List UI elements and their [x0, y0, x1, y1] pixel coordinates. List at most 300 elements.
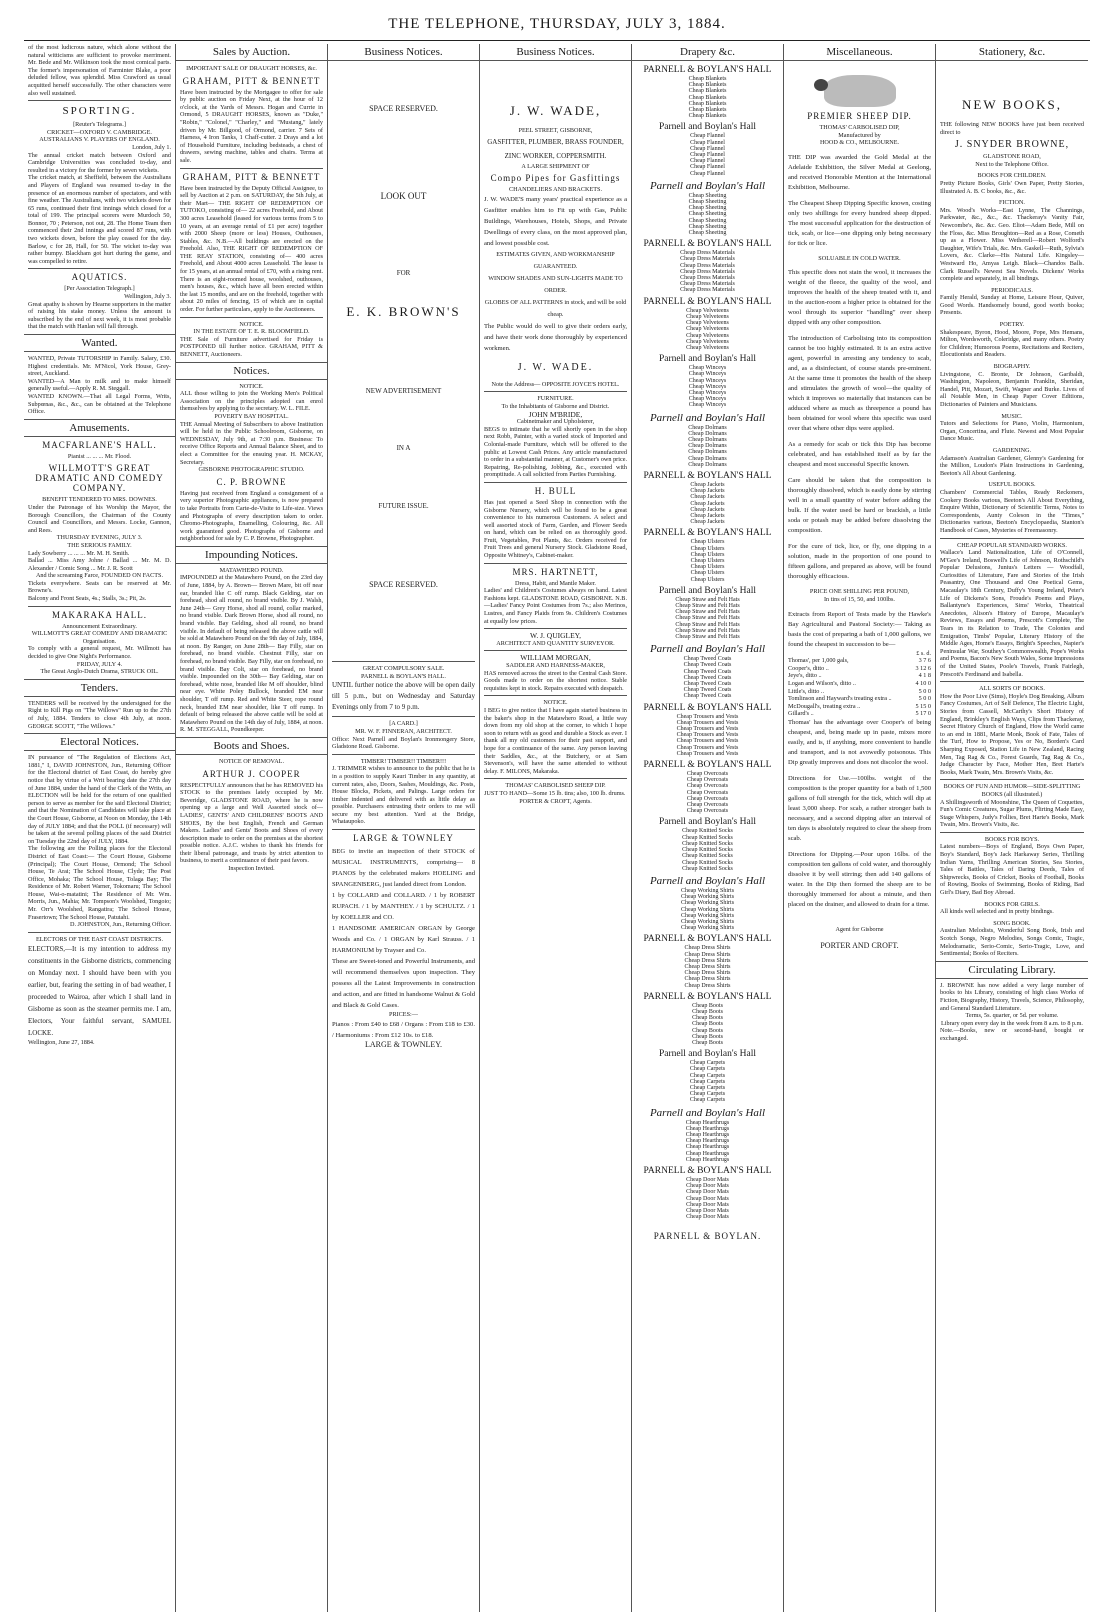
divider [940, 681, 1084, 682]
cheap-item: Cheap Tweed Coats [683, 693, 732, 700]
cheap-item: Cheap Jackets [690, 506, 725, 513]
boys-para: Latest numbers—Boys of England, Boys Own Paper, Boy's Standard, Boy's Jack Harkaway Series, Thrilling Indian Yarns, Thrilling American Stories, Sea Stories, Tales of Battles, Tales of Daring Deeds, Tales of Shipwrecks, Books of Cricket, Books of Football, Books of Rowing, Books of Swimming, Books of Riding, Bad Girl's Diary, Bad Boy Abroad. [940, 843, 1084, 897]
fun-title: BOOKS OF FUN AND HUMOR—SIDE-SPLITTING BOOKS (all illustrated.) [943, 783, 1081, 798]
cheap-item: Cheap Dress Materials [680, 268, 735, 275]
photographer-name: C. P. BROWNE [216, 476, 287, 487]
bull-para: Has just opened a Seed Shop in connection with the Gisborne Nursery, which will be found to be a great convenience to his numerous Customers. A select and well assorted stock of Farm, Garden, and Flower Seeds on hand, which can be relied on as thoroughly good. Fruit, Vegetables, Pot Plants, &c. Orders received for Fruit Trees and general Nursery Stock. Gladstone Road, Opposite Whitney's, Cabinet-maker. [484, 498, 627, 560]
column-6 [784, 44, 936, 1612]
all-sorts-title: ALL SORTS OF BOOKS. [979, 685, 1045, 693]
comply-para: To comply with a general request, Mr. Willmott has decided to give One Night's Performance. [28, 645, 171, 661]
misc-para-4: The introduction of Carbolising into its composition cannot be too highly estimated. It is an extra active agent, powerful in arresting any tendency to scab, and, as a disinfectant, of course stands pre-eminent. At the same time it promotes the health of the sheep and stimulates the growth of wool—the quality of which it improves so materially that instances can be adduced where as much as threepence a pound has been obtained for wool where this specific was used over that where other dips were applied. [788, 335, 931, 433]
large-townley-title: LARGE & TOWNLEY [353, 833, 454, 844]
cheap-item: Cheap Overcoats [686, 802, 729, 809]
cheap-item: Cheap Straw and Felt Hats [675, 596, 740, 603]
cheap-item: Cheap Ulsters [690, 576, 725, 583]
table-row [788, 672, 931, 680]
hall-heading: PARNELL & BOYLAN'S HALL [643, 65, 772, 75]
hall-heading: Parnell and Boylan's Hall [649, 411, 766, 424]
cheap-item: Cheap Velveteens [686, 313, 729, 320]
cheap-item: Cheap Sheeting [688, 217, 727, 224]
music-title: MUSIC. [1001, 412, 1023, 420]
wanted-ad-1: WANTED, Private TUTORSHIP in Family. Salary, £30. Highest credentials. Mr. M'Nicol, York House, Grey-street, Auckland. [28, 355, 171, 378]
furniture-title: FURNITURE. [537, 395, 574, 403]
notice-title: NOTICE. [239, 320, 264, 328]
cheap-item: Cheap Door Mats [686, 1189, 729, 1196]
cheap-item: Cheap Boots [692, 1039, 723, 1046]
periodicals-para: Family Herald, Sunday at Home, Leisure Hour, Quiver, Good Words. Handsomely bound, good worth books; Presents. [940, 294, 1084, 317]
ekbrown-name: E. K. BROWN'S [346, 303, 461, 319]
cheap-item: Cheap Knitted Socks [682, 847, 733, 854]
cheap-item: Cheap Ulsters [690, 539, 725, 546]
morgan-trade: SADDLER AND HARNESS-MAKER, [506, 662, 605, 669]
large-townley-footer: LARGE & TOWNLEY. [364, 1039, 443, 1049]
divider [940, 538, 1084, 539]
sheep-illustration [824, 75, 896, 107]
song-para: Australian Melodists, Wonderful Song Book, Irish and Scotch Songs, Negro Melodies, Songs Comic, Tragic, Melodramatic, Serio-Comic, Serio-Tragic, Love, and Sentimental; Books of Reciters. [940, 927, 1084, 958]
cheap-item: Cheap Carpets [689, 1091, 726, 1098]
cheap-item: Cheap Trousers and Vests [676, 719, 739, 726]
cheap-item: Cheap Knitted Socks [682, 840, 733, 847]
boots-para: RESPECTFULLY announces that he has REMOVED his STOCK to the premises lately occupied by Mr. Beveridge, GLADSTONE ROAD, where he is now opening up a large and Well Assorted stock of— LADIES', GENTS' AND CHILDRENS' BOOTS AND SHOES, By the best English, French and German Makers. Ladies' and Gents' Boots and Shoes of every description made to order on the premises at the shortest possible notice. A.J.C. wishes to thank his friends for their liberal patronage, and trusts by strict attention to business, to merit a continuance of their past favors. [180, 781, 323, 865]
cricket-title: CRICKET—OXFORD V. CAMBRIDGE. [47, 128, 152, 136]
price-line: PRICE ONE SHILLING PER POUND, [809, 588, 910, 596]
dip-name: Logan and Wilson's, ditto .. [788, 679, 856, 687]
electoral-para-2: The following are the Polling places for the Electoral District of East Coast:— The Court House, Gisborne (Principal); The Court House, Ormond; The School House, Te Arai; The School House, Clyde; The Post Office, Mohaka; The School House, Tolaga Bay; The Residence of Mr. Robert Warner, Tokomaru; The School House, Wai-o-matatini; The Residence of Mr. Wm. Morris, Jun., Mahia; Mr. Tompson's Woolshed, Tongoio; Mr. Orr's Woolshed, Rangatira; The School House, Frasertown; The School House, Patutahi. [28, 845, 171, 921]
aquatics-heading: AQUATICS. [71, 272, 128, 283]
cast-line: Lady Sowberry ... ... ... Mr. M. H. Smith. [28, 549, 130, 557]
future-issue-line: FUTURE ISSUE. [378, 501, 429, 510]
card-line: [A CARD.] [389, 720, 418, 728]
misc-para-7: For the cure of tick, lice, or fly, one dipping in a solution, made in the proportion of one pound to fifteen gallons, and prepared as above, will be found thoroughly efficacious. [788, 543, 931, 581]
cheap-item: Cheap Blankets [688, 113, 727, 120]
impounding-heading: Impounding Notices. [176, 546, 327, 564]
soluble-line: SOLUABLE IN COLD WATER. [818, 254, 901, 262]
impound-para: IMPOUNDED at the Matawhero Pound, on the 23rd day of June, 1884, by A. Brown— Brown Mare, bit off near ear, branded like C off rump. Black Gelding, star on forehead, shod all round, no brand visible. By J. Walsh, June 24th— Grey Horse, shod all round, collar marked, no brand visible. Dark Brown Horse, shod all round, no brand visible. Bay Gelding, shod all round, no brand visible. In default of being released the above cattle will be sold at Matawhero Pound on the 9th day of July, 1884, at noon. By Ranger, on June 28th— Bay Filly, star on forehead, no brand visible. Chestnut Filly, star on forehead, no brand visible. Bay Filly, star on forehead, no brand visible. Bay Colt, star on forehead, no brand visible. Impounded on the 30th— Bay Gelding, star on forehead, white nose, branded like M off shoulder, blind near eye. White Poley Bullock, branded EM near shoulder, T off rump. Red and White Steer, rope round neck, branded EM near shoulder, like T off rump. In default of being released the above cattle will be sold at Matawhero Pound on the 14th day of July, 1884, at noon. R. M. STEGGALL, Poundkeeper. [180, 574, 323, 734]
table-row [788, 680, 931, 688]
sale-para: UNTIL further notice the above will be open daily till 5 p.m., but on Wednesday and Saturday Evenings only from 7 to 9 p.m. [332, 681, 475, 712]
useful-title: USEFUL BOOKS. [988, 481, 1036, 489]
cheap-item: Cheap Ulsters [690, 564, 725, 571]
fun-para: A Shillingsworth of Moonshine, The Queen of Coquettes, Fun's Comic Creatures, Sugar Plums, Flirting Made Easy, Stage Whispers, Judy's Follies, Bret Harte's Books, Mark Twain, Mrs. Brown's Visits, &c. [940, 798, 1084, 829]
misc-heading: Miscellaneous. [784, 44, 935, 61]
cheap-item: Cheap Velveteens [686, 338, 729, 345]
space-reserved-1: SPACE RESERVED. [369, 104, 438, 113]
cheap-item: Cheap Sheeting [688, 205, 727, 212]
studio-title: GISBORNE PHOTOGRAPHIC STUDIO. [198, 466, 305, 474]
cheap-item: Cheap Hearthrugs [685, 1138, 730, 1145]
prices-line: Balcony and Front Seats, 4s.; Stalls, 3s.; Pit, 2s. [28, 595, 147, 603]
quigley-name: W. J. QUIGLEY, [529, 631, 582, 641]
cheap-item: Cheap Knitted Socks [682, 834, 733, 841]
cheap-item: Cheap Overcoats [686, 777, 729, 784]
cheap-item: Cheap Hearthrugs [685, 1132, 730, 1138]
cheap-item: Cheap Sheeting [688, 192, 727, 199]
window-shades-line: WINDOW SHADES AND SUN-LIGHTS MADE TO ORDER. [488, 274, 623, 294]
cheap-item: Cheap Dress Materials [680, 275, 735, 282]
dip-name: Tomlinson and Hayward's treating extra .. [788, 695, 892, 703]
cheap-item: Cheap Trousers and Vests [676, 713, 739, 720]
cheap-item: Cheap Boots [692, 1027, 723, 1034]
cheap-item: Cheap Flannel [690, 164, 725, 171]
estate-title: IN THE ESTATE OF T. E. R. BLOOMFIELD. [193, 328, 310, 336]
cheap-item: Cheap Working Shirts [680, 912, 735, 919]
dip-cost: 5 0 0 [918, 687, 931, 695]
hartnett-para: Ladies' and Children's Costumes always on hand. Latest Fashions kept. GLADSTONE ROAD, GISBORNE. N.B.—Ladies' Fancy Point Costumes from 7s.; also Merinos, Lustres, and Fancy Plaids from 9s. Children's Costumes at equally low prices. [484, 587, 627, 625]
gardening-para: Adamson's Australian Gardener, Glenny's Gardening for the Million, Loudon's Plain Instructions in Gardening, Beeton's All About Gardening. [940, 454, 1084, 477]
gladstone-line: GLADSTONE ROAD, [983, 153, 1041, 161]
cheap-item: Cheap Tweed Coats [683, 668, 732, 675]
misc-para-11: Directions for Dipping.—Pour upon 16lbs. of the composition ten gallons of cold water, and thoroughly dissolve it by well stirring; then add 140 gallons of water. In the Dip then formed the sheep are to be thoroughly immersed for about a minute, and then placed on the drainer, and allowed to drain for a time. [788, 850, 931, 908]
amusements-heading: Amusements. [24, 419, 175, 437]
hood-line: HOOD & CO., MELBOURNE. [819, 139, 900, 147]
cheap-item: Cheap Blankets [688, 107, 727, 114]
cheap-item: Cheap Tweed Coats [683, 662, 732, 669]
cheap-item: Cheap Flannel [690, 133, 725, 140]
cheap-item: Cheap Sheeting [688, 199, 727, 206]
cheap-item: Cheap Velveteens [686, 344, 729, 351]
finneran-title: MR. W. F. FINNERAN, ARCHITECT. [355, 727, 452, 735]
cheap-item: Cheap Door Mats [686, 1214, 729, 1221]
divider [484, 778, 627, 779]
estate-para: THE Sale of Furniture advertised for Friday is POSTPONED till further notice. GRAHAM, PITT & BENNETT, Auctioneers. [180, 335, 323, 358]
removal-title: NOTICE OF REMOVAL. [218, 757, 285, 765]
notices-heading: Notices. [176, 362, 327, 380]
peel-street: PEEL STREET, GISBORNE, [518, 127, 593, 134]
auctioneer-name: GRAHAM, PITT & BENNETT [182, 75, 321, 86]
column-2 [176, 44, 328, 1612]
column-4 [480, 44, 632, 1612]
divider [332, 661, 475, 662]
circulating-heading: Circulating Library. [936, 961, 1088, 979]
cheap-item: Cheap Boots [692, 1021, 723, 1028]
divider [332, 829, 475, 830]
prices-title: PRICES:— [389, 1011, 418, 1019]
letter-date: Wellington, June 27, 1884. [28, 1039, 95, 1047]
cheap-works-para: Wallace's Land Nationalization, Life of O'Connell, M'Gee's Ireland, Boswell's Life of Johnson, Rothschild's Popular Delusions, Junius's Letters — Woodfall, Curiosities of Literature, Fare and Stories of the Irish Peasantry, One Thousand and One Poetical Gems, Macaulay's 18th Century, Duffy's Young Ireland, Peter's Life of Dickens's Sons, Froude's Poems and Plays, Ballantyne's Experiences, Sims' Works, Theatrical Anecdotes, Alison's History of Europe, Macaulay's Reviews, Essays and Poems, Prescott's Complete, The Tears in its Relation to Trade, The Colonies and Emigration, Timbs' Popular, Literary History of the Middle Ages, Home's Essays, Bright's Speeches, Napier's Peninsular War, Southey's Commonwealth, Pope's Works and Poems, Bacon's New South Wales, Some Impressions of the United States, Poole's Travels, Frank Fairlegh, Prescott's Ferdinand and Isabella. [940, 549, 1084, 678]
cheap-item: Cheap Blankets [688, 100, 727, 107]
cheap-item: Cheap Door Mats [686, 1183, 729, 1190]
received-line: THE following NEW BOOKS have just been received direct to [940, 121, 1084, 136]
open-line: Library open every day in the week from 8 a.m. to 8 p.m. [941, 1019, 1083, 1027]
cheap-item: Cheap Straw and Felt Hats [675, 609, 740, 616]
cheap-item: Cheap Velveteens [686, 326, 729, 333]
cheap-item: Cheap Working Shirts [680, 887, 735, 894]
sales-heading: Sales by Auction. [176, 44, 327, 61]
shipment-line: A LARGE SHIPMENT OF [521, 162, 590, 170]
dip-name: Cooper's, ditto .. [788, 664, 829, 672]
divider [484, 695, 627, 696]
dip-name: Little's, ditto .. [788, 687, 825, 695]
cheap-item: Cheap Ulsters [690, 545, 725, 552]
cheap-item: Cheap Dress Materials [680, 256, 735, 263]
cheap-item: Cheap Trousers and Vests [676, 738, 739, 745]
divider [332, 716, 475, 717]
hall-heading: PARNELL & BOYLAN'S HALL [643, 760, 772, 771]
table-row [788, 657, 931, 665]
dateline-wellington: Wellington, July 3. [124, 293, 171, 301]
cheap-item: Cheap Carpets [689, 1097, 726, 1104]
girls-para: All kinds well selected and in pretty bindings. [940, 908, 1054, 916]
tins-line: In tins of 15, 50, and 100lbs. [824, 595, 895, 603]
cheap-item: Cheap Dolmans [688, 424, 727, 431]
boots-heading: Boots and Shoes. [176, 737, 327, 755]
masthead-rule [24, 40, 1090, 41]
cheap-item: Cheap Dress Shirts [684, 982, 731, 989]
timber-para: J. TRIMMER wishes to announce to the public that he is in a position to supply Kauri Timber in any quantity, at current rates, also, Doors, Sashes, Mouldings, &c. Posts, House Blocks, Pickets, and Palings. Large orders for timber indented and delivered with as little delay as possible. Purchasers entrusting their orders to me will secure my best attention. Yard at the Bridge, Whataupoko. [332, 765, 475, 826]
dip-name: Gillard's .. [788, 710, 814, 718]
library-para: J. BROWNE has now added a very large number of books to his Library, consisting of high class Works of Fiction, Biography, History, Travels, Science, Philosophy, and General Standard Literature. [940, 981, 1084, 1012]
hall-heading: Parnell and Boylan's Hall [659, 585, 756, 596]
divider [940, 832, 1084, 833]
wanted-heading: Wanted. [24, 334, 175, 352]
compo-pipes: Compo Pipes for Gasfittings [490, 173, 621, 184]
in-a-line: IN A [396, 444, 411, 453]
misc-para-3: This specific does not stain the wool, it increases the weight of the fleece, the quality of the wool, and improves the health of the sheep treated with it, and in the auction-room a higher price is obtained for the wool through its superior "handling" over sheep dipped with any other composition. [788, 269, 931, 327]
music-para: Tutors and Selections for Piano, Violin, Harmonium, Organ, Concertina, and Flute. Newest and Most Popular Dance Music. [940, 420, 1084, 443]
notice-para-1: ALL those willing to join the Working Men's Political Association on the principles adopted can enrol themselves by applying to the secretary. W. L. FILE. [180, 390, 323, 413]
cheap-item: Cheap Straw and Felt Hats [675, 634, 740, 641]
cheap-item: Cheap Dress Shirts [684, 951, 731, 958]
morgan-name: WILLIAM MORGAN, [520, 653, 591, 663]
willmott-2: WILLMOTT'S GREAT COMEDY AND DRAMATIC Organisation. [31, 630, 168, 645]
mbride-para: BEGS to intimate that he will shortly open in the shop next Robb, Painter, with a varied stock of Imported and Colonial-made Furniture, which will be offered to the public at Lowest Cash Prices. Any article manufactured to order in a substantial manner, at Customer's own price. Repairing, Re-polishing, Jobbing, &c., executed with promptitude. A call solicited from Parties Furnishing. [484, 425, 627, 479]
cheap-item: Cheap Hearthrugs [685, 1156, 730, 1163]
cheap-item: Cheap Working Shirts [680, 894, 735, 901]
sale-title: IMPORTANT SALE OF DRAUGHT HORSES, &c. [186, 65, 317, 72]
cheap-item: Cheap Trousers and Vests [676, 726, 739, 733]
tickets-line: Tickets everywhere. Seats can be reserved at Mr. Browne's. [28, 579, 171, 595]
divider [484, 563, 627, 564]
instruments-para-2: These are Sweet-toned and Powerful Instruments, and will recommend themselves upon inspection. They possess all the Latest Improvements in construction and action, and are fitted in handsome Walnut & Gold and Black & Gold Cases. [332, 958, 475, 1010]
new-ad-line: NEW ADVERTISEMENT [365, 386, 442, 395]
drapery-heading: Drapery &c. [632, 44, 783, 61]
hall-heading: PARNELL & BOYLAN'S HALL [643, 528, 772, 539]
dip-name: McDougall's, treating extra .. [788, 702, 861, 710]
wanted-ad-3: WANTED KNOWN.—That all Legal Forms, Writs, Subpœnas, &c., &c., can be obtained at the Telephone Office. [28, 392, 171, 416]
cheap-item: Cheap Boots [692, 1015, 723, 1022]
cheap-item: Cheap Tweed Coats [683, 687, 732, 694]
cheap-item: Cheap Carpets [689, 1060, 726, 1067]
useful-para: Chambers' Commercial Tables, Ready Reckoners, Cookery Books various, Beeton's All About Everything, Enquire Within, Dictionary of Scientific Terms, Notes to Correspondents, Aunty Coleson in the "Times," Dictionaries various, Beeton's Encyclopaedia, Stanton's Handbook of Cases, Mysteries of Freemasonry. [940, 488, 1084, 534]
all-sorts-para: How the Poor Live (Sims), Hoyle's Dog Breaking, Album Fancy Costumes, Art of Self Defence, The Electric Light, Stories from Cassell, McCarthy's Short History of England, Brinkley's English Ways, Clips from Thackeray, Secret History Church of England, How the World came to an end in 1881, Marie Monk, Book of Fate, Tales of the Turf, How to Propose, Yes or No, Borden's Card Sharping Exposed, Station Life in New Zealand, Racing Men, Tag Rag & Co., Forest Guards, Tag Rag & Co., Judge Character by Face, Mother Hen, Bret Harte's Books, Mark Twain, Mrs. Brown's Visits, &c. [940, 692, 1084, 776]
cheap-item: Cheap Dress Shirts [684, 957, 731, 964]
thomas-line: THOMAS' CARBOLISED DIP, [819, 124, 900, 131]
cheap-item: Cheap Straw and Felt Hats [675, 621, 740, 628]
chandeliers-line: CHANDELIERS AND BRACKETS. [509, 186, 602, 194]
electors-letter: ELECTORS,—It is my intention to address my constituents in the Gisborne districts, commencing on Monday next. I should have been with you earlier, but, fearing the setting in of bad weather, I proceeded to Wairoa, after which I shall land in Gisborne as soon as the steamer permits me. I am, Electors, Your faithful servant, SAMUEL LOCKE. [28, 945, 171, 1038]
terms-line: Terms, 5s. quarter, or 5d. per volume. [965, 1012, 1059, 1020]
pianist-line: Pianist ... ... ... Mr. Flood. [67, 452, 132, 460]
hall-heading: PARNELL & BOYLAN'S HALL [643, 991, 772, 1002]
cheap-item: Cheap Blankets [688, 82, 727, 89]
prices-list: Pianos : From £40 to £68 / Organs : From £18 to £30. / Harmoniums : From £12 10s. to £18. [332, 1020, 475, 1039]
misc-para-8: Extracts from Report of Tests made by the Hawke's Bay Agricultural and Pastoral Society:— Taking as basis the cost of preparing a bath of 1,000 gallons, we found the cheapest in succession to be— [788, 610, 931, 648]
page-columns [24, 44, 1090, 1612]
cheap-item: Cheap Tweed Coats [683, 674, 732, 681]
dip-cost: 4 1 8 [918, 672, 931, 680]
misc-para-10: Directions for Use.—100lbs. weight of the composition is the proper quantity for a bath of 1,500 gallons of full strength for the tick, which will dip at least 3,000 sheep. For scab, a rather stronger bath is necessary, and a second dipping after an interval of ten days is absolutely required to clear the sheep from scab. [788, 774, 931, 842]
cheap-item: Cheap Overcoats [686, 795, 729, 802]
sale-title: GREAT COMPULSORY SALE. [362, 665, 445, 673]
biography-para: Livingstone, C. Bronte, Dr Johnson, Garibaldi, Washington, Napoleon, Benjamin Franklin, Sheridan, Handel, Pitt, Mozart, Swift, Wagner and Burke. Lives of all Notable Men, in Cheap Paper Cover Editions, Dictionaries of Painters and Musicians. [940, 370, 1084, 408]
wade-para-1: J. W. WADE'S many years' practical experience as a Gasfitter enables him to Fit up with Gas, Public Buildings, Warehouses, Hotels, Shops, and Private Dwellings of every class, on the most approved plan, and lowest possible cost. [484, 195, 627, 247]
drama-line: The Great Anglo-Dutch Drama, STRUCK OIL. [40, 668, 159, 676]
electoral-heading: Electoral Notices. [24, 733, 175, 751]
cheap-item: Cheap Blankets [688, 88, 727, 95]
dip-name: Thomas', per 1,000 gals, [788, 657, 849, 665]
play-title: THE SERIOUS FAMILY. [67, 541, 132, 549]
morgan-para: HAS removed across the street to the Central Cash Store. Goods made to order on the shortest notice. Stable requisites kept in stock. Repairs executed with despatch. [484, 669, 627, 692]
aquatics-para: Great apathy is shown by Hearne supporters in the matter of raising his stake money. Unless the amount is subscribed by the end of next week, it is most probable that the match with Hanlan will fall through. [28, 300, 171, 331]
cheap-item: Cheap Tweed Coats [683, 656, 732, 663]
hall-heading: PARNELL & BOYLAN'S HALL [643, 1166, 772, 1177]
cheap-item: Cheap Velveteens [686, 332, 729, 339]
agent-line: Agent for Gisborne [835, 925, 884, 933]
cheap-item: Cheap Dress Materials [680, 250, 735, 257]
stationery-heading: Stationery, &c. [936, 44, 1088, 61]
cheap-item: Cheap Dress Shirts [684, 945, 731, 952]
snyder-name: J. SNYDER BROWNE, [954, 139, 1070, 151]
cheap-item: Cheap Sheeting [688, 230, 727, 237]
hall-heading: PARNELL & BOYLAN'S HALL [643, 239, 772, 250]
parnell-title: PARNELL & BOYLAN'S HALL. [361, 672, 446, 680]
patronage-para: Under the Patronage of his Worship the Mayor, the Borough Councillors, the Chairman of the County Council and Councillors, and Messrs. Locke, Gannon, and Rees. [28, 503, 171, 534]
cheap-item: Cheap Boots [692, 1002, 723, 1009]
cheap-item: Cheap Carpets [689, 1084, 726, 1091]
masthead: THE TELEPHONE, THURSDAY, JULY 3, 1884. [388, 16, 726, 32]
hall-heading: PARNELL & BOYLAN'S HALL [643, 296, 772, 307]
poetry-title: POETRY. [999, 321, 1025, 329]
table-row [788, 688, 931, 696]
cheap-item: Cheap Door Mats [686, 1208, 729, 1215]
inspection-line: Inspection Invited. [228, 865, 275, 873]
cheap-item: Cheap Dolmans [688, 436, 727, 443]
business-heading: Business Notices. [328, 44, 479, 61]
tenders-heading: Tenders. [24, 679, 175, 697]
cheap-item: Cheap Velveteens [686, 320, 729, 327]
cheap-item: Cheap Ulsters [690, 557, 725, 564]
cheap-item: Cheap Winceys [688, 402, 727, 409]
gardening-title: GARDENING. [992, 446, 1032, 454]
cooper-name: ARTHUR J. COOPER [202, 768, 301, 779]
cheap-item: Cheap Winceys [688, 383, 727, 390]
mbride-trade: Cabinetmaker and Upholsterer, [516, 418, 595, 426]
song-title: SONG BOOK. [993, 919, 1031, 927]
trades-line: GASFITTER, PLUMBER, BRASS FOUNDER, ZINC WORKER, COPPERSMITH. [487, 137, 624, 160]
cheap-item: Cheap Dress Shirts [684, 963, 731, 970]
biography-title: BIOGRAPHY. [993, 363, 1031, 371]
hospital-title: POVERTY BAY HOSPITAL. [214, 412, 289, 420]
cheap-item: Cheap Overcoats [686, 771, 729, 778]
intro-paragraph: of the most ludicrous nature, which alone without the natural witticisms are sufficient to provoke merriment. Mr. Bede and Mr. Wilkinson took the most comical parts. The former's impersonation of Farminter Blake, a poor deluded fellow, was splendid. Miss Crawford as usual acquitted herself successfully. The other characters were also well sustained. [28, 44, 171, 97]
friday-line: FRIDAY, JULY 4. [76, 660, 123, 668]
willmott-title: WILLMOTT'S GREAT DRAMATIC AND COMEDY COMPANY. [35, 463, 164, 494]
children-para: Pretty Picture Books, Girls' Own Paper, Pretty Stories, Illustrated A. B. C books, &c., &c. [940, 179, 1084, 195]
cheap-item: Cheap Overcoats [686, 789, 729, 796]
dip-cost: 5 0 0 [918, 695, 931, 703]
auctioneer-name-2: GRAHAM, PITT & BENNETT [182, 171, 321, 182]
thursday-line: THURSDAY EVENING, JULY 3. [56, 534, 143, 542]
cheap-item: Cheap Dolmans [688, 443, 727, 450]
hall-heading: Parnell and Boylan's Hall [649, 179, 766, 192]
cheap-item: Cheap Winceys [688, 377, 727, 384]
cheap-item: Cheap Tweed Coats [683, 681, 732, 688]
cheap-item: Cheap Winceys [688, 365, 727, 372]
dip-name: Jeye's, ditto .. [788, 672, 822, 680]
cheap-item: Cheap Hearthrugs [685, 1144, 730, 1151]
cheap-item: Cheap Trousers and Vests [676, 732, 739, 739]
divider [484, 391, 627, 392]
electors-heading: ELECTORS OF THE EAST COAST DISTRICTS. [35, 935, 164, 943]
cheap-item: Cheap Working Shirts [680, 900, 735, 907]
cheap-item: Cheap Ulsters [690, 551, 725, 558]
fiction-title: FICTION. [999, 199, 1025, 207]
estimates-line: ESTIMATES GIVEN, AND WORKMANSHIP GUARANTEED. [496, 250, 615, 270]
electoral-para-1: IN pursuance of "The Regulation of Elections Act, 1881," I, DAVID JOHNSTON, Jun., Returning Officer for the Electoral district of East Coast, do hereby give notice that by virtue of a Writ bearing date the 27th day of June 1884, under the hand of the Clerk of the Writs, an ELECTION will be held for the return of one qualified person to serve as member for the said Electoral District; and that the Nomination of Candidates will take place at the Court House, Gisborne, at Noon on Monday, the 14th day of JULY 1884; and that the POLL (if necessary) will be taken at the several polling places of the said District on Tuesday the 22nd day of JULY, 1884. [28, 754, 171, 845]
column-3 [328, 44, 480, 1612]
sporting-heading: SPORTING. [62, 105, 137, 118]
assoc-line: [Per Association Telegraph.] [64, 285, 135, 293]
cheap-item: Cheap Knitted Socks [682, 865, 733, 872]
cheap-item: Cheap Hearthrugs [685, 1150, 730, 1157]
divider [484, 482, 627, 483]
cheap-item: Cheap Straw and Felt Hats [675, 615, 740, 622]
cheap-item: Cheap Working Shirts [680, 906, 735, 913]
poetry-para: Shakespeare, Byron, Hood, Moore, Pope, Mrs Hemans, Milton, Wordsworth, Coleridge, and many others. Poetry for Children; Humorous Poems, Recitations and Reciters, Elocutionists and Readers. [940, 328, 1084, 359]
cheap-item: Cheap Carpets [689, 1072, 726, 1079]
cheap-item: Cheap Dolmans [688, 455, 727, 462]
cheap-item: Cheap Dress Materials [680, 287, 735, 294]
instruments-para-1: BEG to invite an inspection of their STOCK of MUSICAL INSTRUMENTS, comprising— 8 PIANOS by the celebrated makers HOELING and SPANGENBERG, just landed direct from London. [332, 848, 475, 889]
hall-heading: Parnell and Boylan's Hall [649, 874, 766, 887]
cricket-para-2: The cricket match, at Sheffield, between the Australians and Players of England was resumed to-day in the presence of an enormous number of spectators, and with fine weather. The Australians, with two wickets down for 65 runs, continued their first innings which closed for a total of 199. The principal scorers were Murdoch 50, Bonnor, 70 ; Peterson, not out, 28. The Home Team then commenced their 2nd innings and scored 87 runs, with two wickets down, before the play ceased for the day. Barlow, c for 28, Hall, for 50. The wicket to-day was rather bumpy. Blackham got hurt during the game, and was compelled to retire. [28, 174, 171, 265]
table-row [788, 665, 931, 673]
address-line: Note the Address— OPPOSITE JOYCE'S HOTEL. [491, 380, 620, 388]
cheap-item: Cheap Dress Materials [680, 281, 735, 288]
cheap-item: Cheap Straw and Felt Hats [675, 627, 740, 634]
cheap-item: Cheap Door Mats [686, 1201, 729, 1208]
cheap-item: Cheap Blankets [688, 76, 727, 82]
dateline-london: London, July 1. [132, 143, 171, 151]
divider [180, 317, 323, 318]
notice-title-2: NOTICE. [239, 382, 264, 390]
hall-heading: Parnell and Boylan's Hall [659, 817, 756, 828]
cheap-item: Cheap Trousers and Vests [676, 750, 739, 757]
cheap-item: Cheap Carpets [689, 1078, 726, 1085]
cheap-item: Cheap Boots [692, 1008, 723, 1015]
hall-heading: Parnell and Boylan's Hall [649, 1106, 766, 1119]
divider [28, 606, 171, 607]
australians-title: AUSTRALIANS V. PLAYERS OF ENGLAND. [39, 136, 160, 144]
misc-para-6: Care should be taken that the composition is thoroughly dissolved, which is easily done by stirring well in a small quantity of water before adding the bulk. If the water used be hard or brackish, a little soda or potash may be added before dissolving the composition. [788, 477, 931, 535]
cheap-item: Cheap Overcoats [686, 783, 729, 790]
table-row [788, 703, 931, 711]
studio-para: Having just received from England a consignment of a very superior Photographic appliances, is now prepared to take Portraits from Carte-de-Visite to Life-size. Views and Photographs of every description taken to order. Chromo-Photographs, Enamelling, Colouring, &c. All work guaranteed good. Photographs of Gisborne and neighborhood for sale by C. P. Browne, Photographer. [180, 489, 323, 543]
cheap-item: Cheap Dress Shirts [684, 976, 731, 983]
cheap-item: Cheap Trousers and Vests [676, 744, 739, 751]
divider [180, 168, 323, 169]
column-7 [936, 44, 1088, 1612]
cheap-item: Cheap Dress Materials [680, 262, 735, 269]
quigley-trade: ARCHITECT AND QUANTITY SURVEYOR. [496, 639, 615, 647]
dip-title: THOMAS' CARBOLISED SHEEP DIP. [505, 782, 606, 790]
cheap-item: Cheap Flannel [690, 139, 725, 146]
cheap-item: Cheap Straw and Felt Hats [675, 603, 740, 609]
table-row [788, 695, 931, 703]
misc-para-1: THE DIP was awarded the Gold Medal at the Adelaide Exhibition, the Silver Medal at Geelong, and received Honorable Mention at the International Exhibition, Melbourne. [788, 153, 931, 191]
cheap-item: Cheap Door Mats [686, 1177, 729, 1184]
misc-para-5: As a remedy for scab or tick this Dip has become celebrated, and has established itself as by far the cheapest and most successful Specific known. [788, 441, 931, 469]
